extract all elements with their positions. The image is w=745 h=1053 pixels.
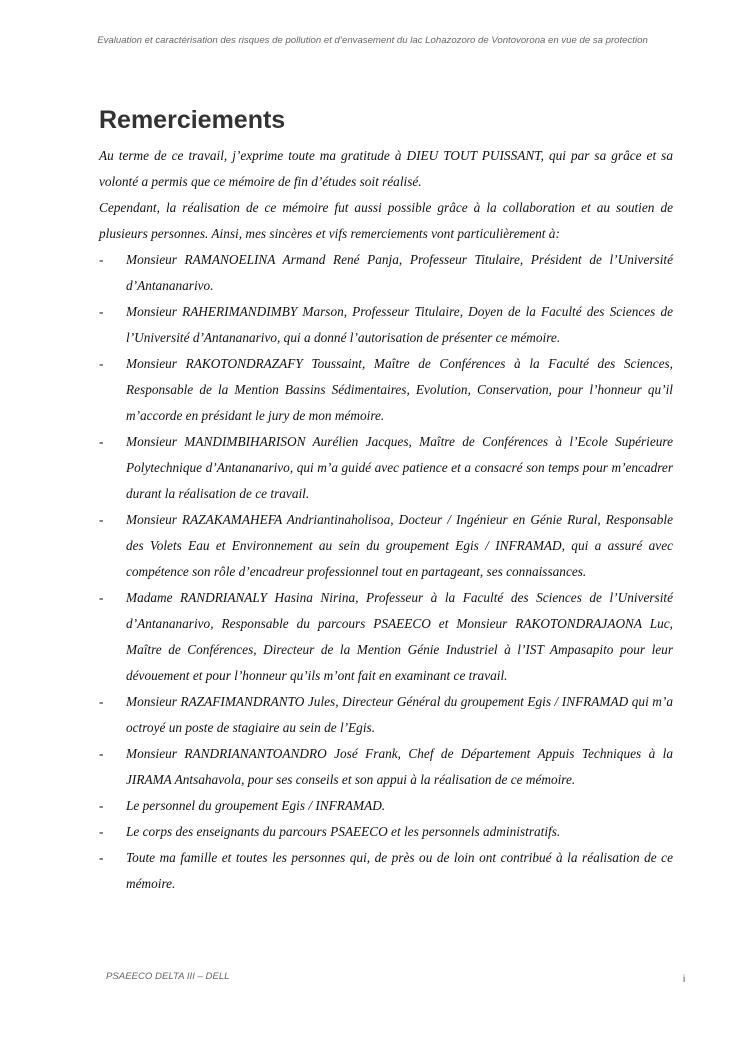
list-item <box>99 845 673 897</box>
page-title: Remerciements <box>99 106 286 134</box>
running-header: Evaluation et caractérisation des risques de pollution et d’envasement du lac Lohazozoro de Vontovorona en vue de sa protection <box>97 35 648 46</box>
bullet-dash: - <box>99 356 104 371</box>
page-number: i <box>683 974 686 985</box>
list-item-text: Le corps des enseignants du parcours PSAEECO et les personnels administratifs. <box>126 824 561 839</box>
list-item <box>99 247 673 299</box>
list-item-text: Monsieur RANDRIANANTOANDRO José Frank, Chef de Département Appuis Techniques à la JIRAMA Antsahavola, pour ses conseils et son appui à la réalisation de ce mémoire. <box>126 746 673 787</box>
list-item-text: Le personnel du groupement Egis / INFRAMAD. <box>126 798 386 813</box>
acknowledgement-list <box>99 247 673 897</box>
list-item-text: Monsieur RAMANOELINA Armand René Panja, Professeur Titulaire, Président de l’Université d’Antananarivo. <box>126 252 673 293</box>
list-item <box>99 793 673 819</box>
list-item <box>99 585 673 689</box>
bullet-dash: - <box>99 694 104 709</box>
footer-label: PSAEECO DELTA III – DELL <box>106 971 230 982</box>
list-item-text: Monsieur RAZAKAMAHEFA Andriantinaholisoa, Docteur / Ingénieur en Génie Rural, Responsable des Volets Eau et Environnement au sein du groupement Egis / INFRAMAD, qui a assuré avec compétence son rôle d’encadreur professionnel tout en partageant, ses connaissances. <box>126 512 673 579</box>
list-item-text: Monsieur RAKOTONDRAZAFY Toussaint, Maître de Conférences à la Faculté des Sciences, Responsable de la Mention Bassins Sédimentaires, Evolution, Conservation, pour l’honneur qu’il m’accorde en présidant le jury de mon mémoire. <box>126 356 673 423</box>
list-item-text: Monsieur MANDIMBIHARISON Aurélien Jacques, Maître de Conférences à l’Ecole Supérieure Polytechnique d’Antananarivo, qui m’a guidé avec patience et a consacré son temps pour m’encadrer durant la réalisation de ce travail. <box>126 434 673 501</box>
acknowledgements-body <box>99 143 673 897</box>
bullet-dash: - <box>99 512 104 527</box>
list-item-text: Madame RANDRIANALY Hasina Nirina, Professeur à la Faculté des Sciences de l’Université d’Antananarivo, Responsable du parcours PSAEECO et Monsieur RAKOTONDRAJAONA Luc, Maître de Conférences, Directeur de la Mention Génie Industriel à l’IST Ampasapito pour leur dévouement et pour l’honneur qu’ils m’ont fait en examinant ce travail. <box>126 590 673 683</box>
list-item <box>99 819 673 845</box>
list-item <box>99 429 673 507</box>
bullet-dash: - <box>99 824 104 839</box>
list-item <box>99 351 673 429</box>
bullet-dash: - <box>99 850 104 865</box>
list-item <box>99 689 673 741</box>
bullet-dash: - <box>99 746 104 761</box>
list-item-text: Monsieur RAHERIMANDIMBY Marson, Professeur Titulaire, Doyen de la Faculté des Sciences de l’Université d’Antananarivo, qui a donné l’autorisation de présenter ce mémoire. <box>126 304 673 345</box>
intro-paragraph: Au terme de ce travail, j’exprime toute ma gratitude à DIEU TOUT PUISSANT, qui par sa grâce et sa volonté a permis que ce mémoire de fin d’études soit réalisé. <box>99 148 673 189</box>
list-item-text: Toute ma famille et toutes les personnes qui, de près ou de loin ont contribué à la réalisation de ce mémoire. <box>126 850 673 891</box>
bullet-dash: - <box>99 252 104 267</box>
bullet-dash: - <box>99 798 104 813</box>
list-item <box>99 741 673 793</box>
bullet-dash: - <box>99 434 104 449</box>
list-item-text: Monsieur RAZAFIMANDRANTO Jules, Directeur Général du groupement Egis / INFRAMAD qui m’a octroyé un poste de stagiaire au sein de l’Egis. <box>126 694 673 735</box>
context-paragraph: Cependant, la réalisation de ce mémoire fut aussi possible grâce à la collaboration et au soutien de plusieurs personnes. Ainsi, mes sincères et vifs remerciements vont particulièrement à: <box>99 200 673 241</box>
bullet-dash: - <box>99 590 104 605</box>
bullet-dash: - <box>99 304 104 319</box>
list-item <box>99 299 673 351</box>
list-item <box>99 507 673 585</box>
